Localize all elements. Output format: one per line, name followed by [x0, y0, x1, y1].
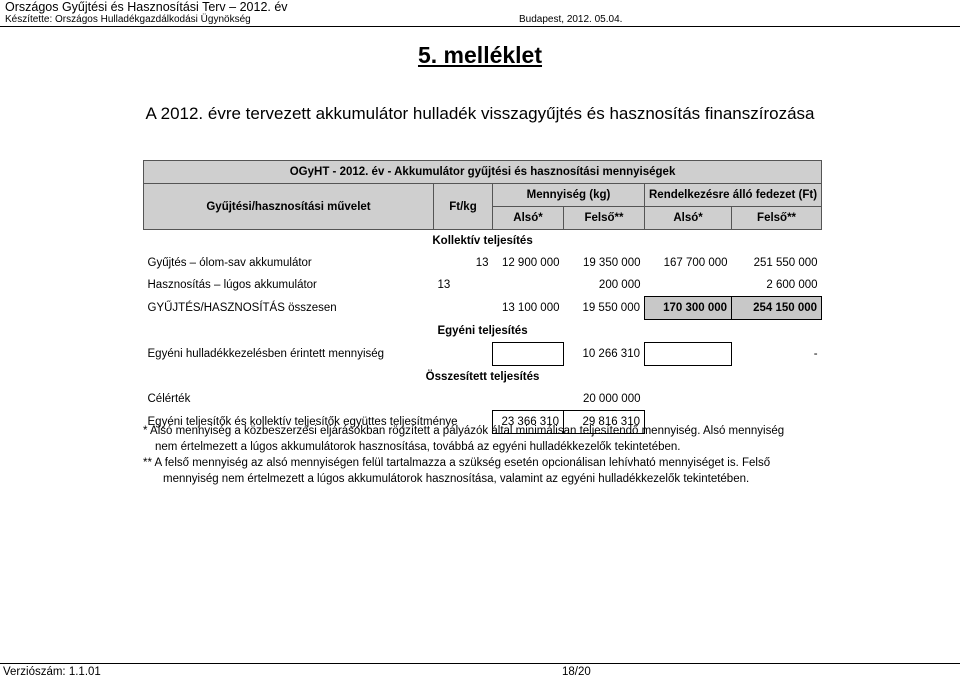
table-row — [144, 252, 822, 274]
funding-upper-header: Felső** — [732, 207, 822, 230]
row-funding-upper: 2 600 000 — [766, 279, 818, 291]
col-quantity-header: Mennyiség (kg) — [493, 184, 645, 207]
row-funding-lower: 167 700 000 — [663, 257, 728, 269]
footer-rule — [0, 663, 960, 664]
row-funding-upper: - — [813, 348, 818, 360]
row-label: Egyéni hulladékkezelésben érintett mennyiség — [147, 348, 385, 360]
footnote-2-line-1: ** A felső mennyiség az alsó mennyiségen felül tartalmazza a szükség esetén opcionálisan lehívható mennyiséget is. Felső — [143, 457, 771, 469]
footnote-1-line-2: nem értelmezett a lúgos akkumulátorok hasznosítása, továbbá az egyéni hulladékkezelők tekintetében. — [155, 441, 681, 453]
section-individual: Egyéni teljesítés — [437, 325, 528, 337]
row-quantity-upper: 20 000 000 — [582, 393, 641, 405]
table-row — [144, 274, 822, 297]
col-unit-header: Ft/kg — [434, 184, 493, 230]
running-header-title: Országos Gyűjtési és Hasznosítási Terv – 2012. év — [5, 0, 288, 14]
row-unit — [434, 297, 493, 320]
row-quantity-upper: 19 350 000 — [582, 257, 641, 269]
empty-cell — [493, 343, 564, 366]
empty-cell — [645, 388, 822, 411]
quantities-table — [143, 160, 822, 434]
footer-page-number: 18/20 — [562, 666, 591, 678]
row-unit: 13 — [475, 257, 489, 269]
running-header-date: Budapest, 2012. 05.04. — [519, 14, 623, 25]
empty-cell — [493, 388, 564, 411]
table-row — [144, 388, 822, 411]
table-title: OGyHT - 2012. év - Akkumulátor gyűjtési és hasznosítási mennyiségek — [144, 161, 822, 184]
quantity-upper-header: Felső** — [564, 207, 645, 230]
row-quantity-upper: 10 266 310 — [582, 348, 640, 360]
running-header-author: Készítette: Országos Hulladékgazdálkodási Ügynökség — [5, 14, 251, 25]
row-quantity-lower — [493, 274, 564, 297]
row-funding-lower — [645, 274, 732, 297]
row-label: Gyűjtés – ólom-sav akkumulátor — [147, 257, 312, 269]
col-funding-header: Rendelkezésre álló fedezet (Ft) — [645, 184, 822, 207]
row-quantity-upper: 19 550 000 — [582, 302, 640, 314]
document-title: A 2012. évre tervezett akkumulátor hulladék visszagyűjtés és hasznosítás finanszírozása — [145, 104, 815, 123]
table-row — [144, 297, 822, 320]
row-label: GYŰJTÉS/HASZNOSÍTÁS összesen — [147, 302, 337, 314]
footnote-1-line-1: * Alsó mennyiség a közbeszerzési eljárásokban rögzített a pályázók által minimálisan teljesítendő mennyiség. Alsó mennyiség — [143, 425, 785, 437]
row-label: Egyéni teljesítők és kollektív teljesítők együttes teljesítménye — [147, 416, 458, 428]
footnote-2-line-2: mennyiség nem értelmezett a lúgos akkumulátorok hasznosítása, valamint az egyéni hulladékkezelők tekintetében. — [163, 473, 750, 485]
row-quantity-upper: 200 000 — [598, 279, 641, 292]
row-quantity-lower: 23 366 310 — [493, 411, 564, 434]
funding-lower-header: Alsó* — [645, 207, 732, 230]
row-quantity-lower: 12 900 000 — [501, 257, 560, 269]
row-label: Célérték — [147, 393, 191, 406]
row-quantity-lower: 13 100 000 — [501, 302, 560, 314]
row-unit: 13 — [437, 279, 451, 292]
row-funding-upper: 251 550 000 — [753, 257, 818, 269]
row-quantity-upper: 29 816 310 — [564, 411, 645, 434]
header-rule — [0, 26, 960, 27]
footer-version: Verziószám: 1.1.01 — [3, 666, 101, 678]
table-row — [144, 343, 822, 366]
section-aggregate: Összesített teljesítés — [425, 371, 540, 383]
row-funding-lower: 170 300 000 — [645, 297, 732, 320]
row-label: Hasznosítás – lúgos akkumulátor — [147, 279, 317, 292]
quantity-lower-header: Alsó* — [493, 207, 564, 230]
row-funding-upper: 254 150 000 — [732, 297, 822, 320]
col-operation-header: Gyűjtési/hasznosítási művelet — [144, 184, 434, 230]
section-collective: Kollektív teljesítés — [432, 235, 533, 247]
annex-title: 5. melléklet — [417, 42, 543, 68]
empty-cell — [645, 343, 732, 366]
